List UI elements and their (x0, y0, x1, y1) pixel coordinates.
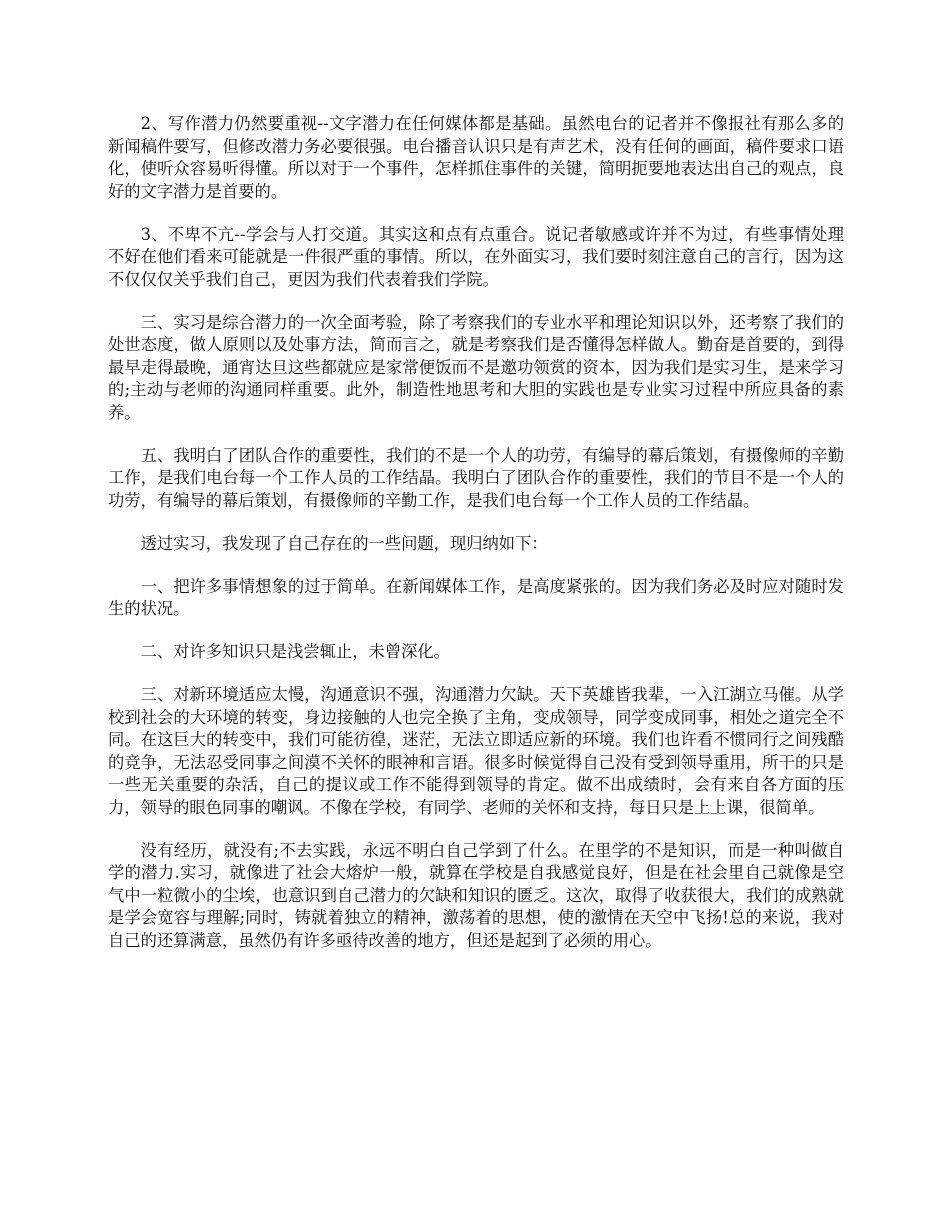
paragraph-problem-one: 一、把许多事情想象的过于简单。在新闻媒体工作，是高度紧张的。因为我们务必及时应对随时发生的状况。 (108, 576, 844, 618)
document-body (108, 113, 844, 973)
paragraph-writing-ability: 2、写作潜力仍然要重视--文字潜力在任何媒体都是基础。虽然电台的记者并不像报社有那么多的新闻稿件要写，但修改潜力务必要很强。电台播音认识只是有声艺术，没有任何的画面，稿件要求口语化，使听众容易听得懂。所以对于一个事件，怎样抓住事件的关键，简明扼要地表达出自己的观点，良好的文字潜力是首要的。 (108, 114, 844, 201)
paragraph-problem-three: 三、对新环境适应太慢，沟通意识不强，沟通潜力欠缺。天下英雄皆我辈，一入江湖立马催。从学校到社会的大环境的转变，身边接触的人也完全换了主角，变成领导，同学变成同事，相处之道完全不同。在这巨大的转变中，我们可能彷徨，迷茫，无法立即适应新的环境。我们也许看不惯同行之间残酷的竞争，无法忍受同事之间漠不关怀的眼神和言语。很多时候觉得自己没有受到领导重用，所干的只是一些无关重要的杂活，自己的提议或工作不能得到领导的肯定。做不出成绩时，会有来自各方面的压力，领导的眼色同事的嘲讽。不像在学校，有同学、老师的关怀和支持，每日只是上上课，很简单。 (108, 685, 844, 817)
paragraph-conclusion: 没有经历，就没有;不去实践，永远不明白自己学到了什么。在里学的不是知识，而是一种叫做自学的潜力.实习，就像进了社会大熔炉一般，就算在学校是自我感觉良好，但是在社会里自己就像是空气中一粒微小的尘埃，也意识到自己潜力的欠缺和知识的匮乏。这次，取得了收获很大，我们的成熟就是学会宽容与理解;同时，铸就着独立的精神，激荡着的思想，使的激情在天空中飞扬!总的来说，我对自己的还算满意，虽然仍有许多亟待改善的地方，但还是起到了必须的用心。 (108, 840, 844, 950)
paragraph-teamwork: 五、我明白了团队合作的重要性，我们的不是一个人的功劳，有编导的幕后策划，有摄像师的辛勤工作，是我们电台每一个工作人员的工作结晶。我明白了团队合作的重要性，我们的节目不是一个人的功劳，有编导的幕后策划，有摄像师的辛勤工作，是我们电台每一个工作人员的工作结晶。 (108, 445, 844, 510)
paragraph-problem-two: 二、对许多知识只是浅尝辄止，未曾深化。 (140, 642, 450, 661)
paragraph-dealing-with-people: 3、不卑不亢--学会与人打交道。其实这和点有点重合。说记者敏感或许并不为过，有些事情处理不好在他们看来可能就是一件很严重的事情。所以，在外面实习，我们要时刻注意自己的言行，因为这不仅仅仅关乎我们自己，更因为我们代表着我们学院。 (108, 224, 844, 289)
paragraph-problems-intro: 透过实习，我发现了自己存在的一些问题，现归纳如下： (140, 533, 548, 553)
paragraph-comprehensive-test: 三、实习是综合潜力的一次全面考验，除了考察我们的专业水平和理论知识以外，还考察了我们的处世态度，做人原则以及处事方法，简而言之，就是考察我们是否懂得怎样做人。勤奋是首要的，到得最早走得最晚，通宵达旦这些都就应是家常便饭而不是邀功领赏的资本，因为我们是实习生，是来学习的;主动与老师的沟通同样重要。此外，制造性地思考和大胆的实践也是专业实习过程中所应具备的素养。 (108, 312, 844, 422)
